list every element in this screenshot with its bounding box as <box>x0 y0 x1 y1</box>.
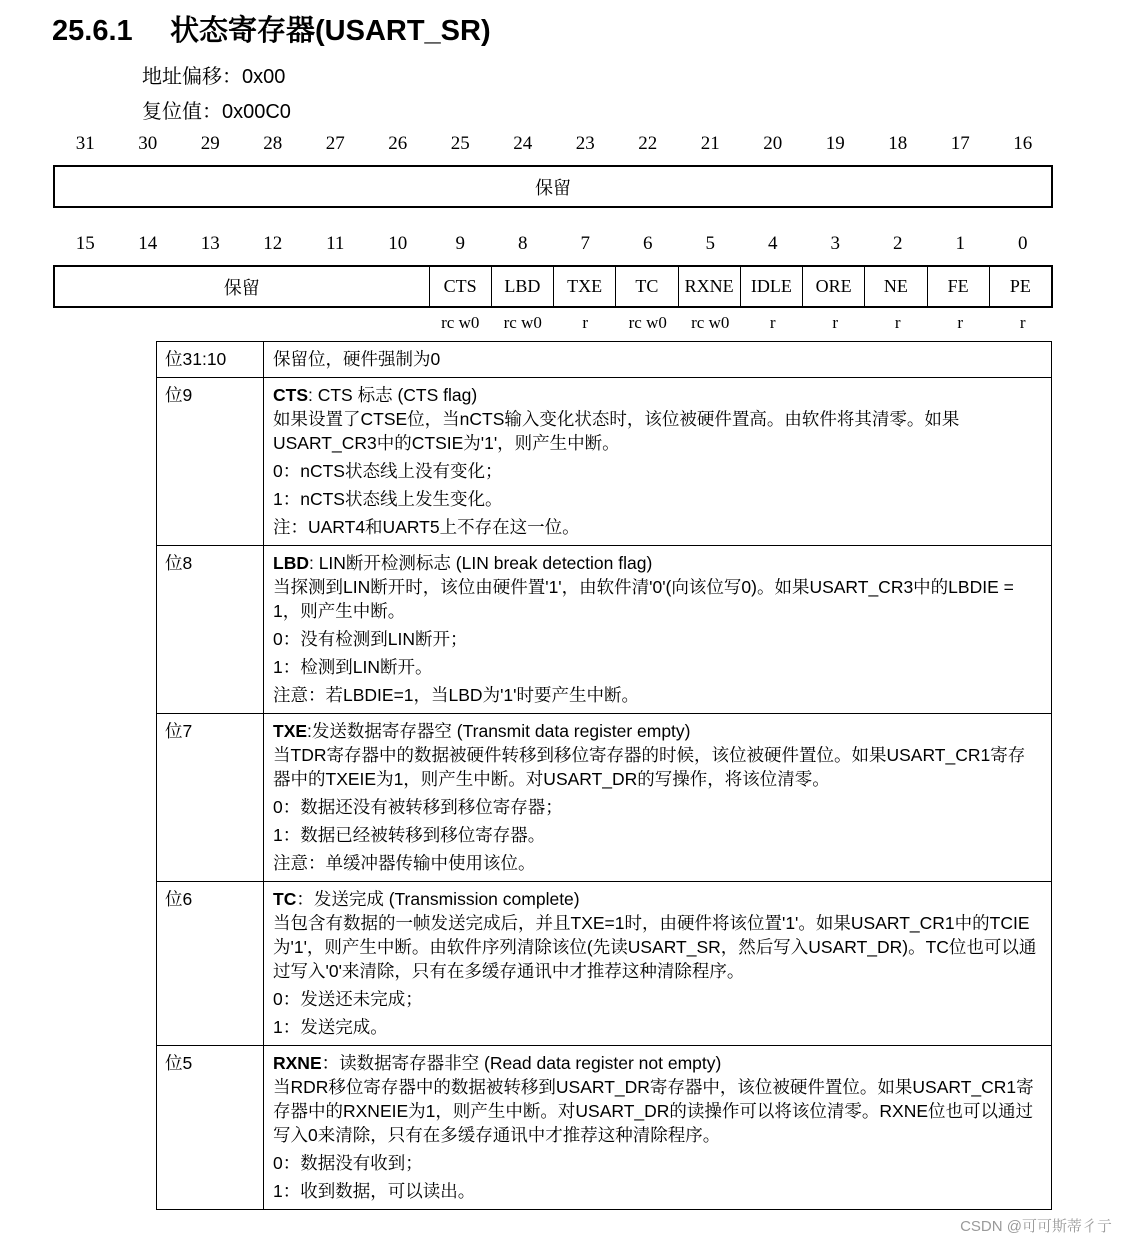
bit-range: 位31:10 <box>157 342 264 378</box>
bit-range: 位9 <box>157 378 264 546</box>
bit-number: 16 <box>1013 133 1033 154</box>
table-row <box>157 714 1052 882</box>
access-tc: rc w0 <box>628 313 667 332</box>
watermark: CSDN @可可斯蒂彳亍 <box>960 1218 1112 1235</box>
bit-number: 22 <box>638 133 658 154</box>
field-pe: PE <box>989 267 1051 306</box>
access-types <box>54 313 1054 333</box>
option-1: 1：nCTS状态线上发生变化。 <box>273 489 503 509</box>
option-0: 0：发送还未完成； <box>273 989 423 1009</box>
field-lbd: LBD <box>491 267 553 306</box>
table-row <box>157 378 1052 546</box>
row-title <box>273 887 1042 911</box>
bit-number: 18 <box>888 133 908 154</box>
table-row <box>157 342 1052 378</box>
table-row <box>157 546 1052 714</box>
bit-number: 6 <box>643 233 653 254</box>
bit-number: 2 <box>893 233 903 254</box>
bit-number: 1 <box>955 233 965 254</box>
access-idle: r <box>769 313 776 332</box>
reset-value: 复位值：0x00C0 <box>142 101 291 123</box>
title-text: : CTS 标志 (CTS flag) <box>308 385 478 405</box>
field-name: LBD <box>273 553 309 573</box>
bit-number: 4 <box>768 233 778 254</box>
field-cts: CTS <box>429 267 491 306</box>
section-title: 状态寄存器(USART_SR) <box>170 15 491 47</box>
bit-range: 位7 <box>157 714 264 882</box>
bit-number: 20 <box>763 133 783 154</box>
bit-number: 15 <box>75 233 95 254</box>
bit-number: 3 <box>830 233 840 254</box>
field-ne: NE <box>864 267 926 306</box>
title-text: :发送数据寄存器空 (Transmit data register empty) <box>307 721 691 741</box>
title-text: ：读数据寄存器非空 (Read data register not empty) <box>321 1053 722 1073</box>
field-idle: IDLE <box>740 267 802 306</box>
bit-number: 11 <box>326 233 345 254</box>
field-ore: ORE <box>802 267 864 306</box>
bit-number: 9 <box>455 233 465 254</box>
bit-range: 位6 <box>157 882 264 1046</box>
access-fe: r <box>957 313 964 332</box>
row-description: 如果设置了CTSE位，当nCTS输入变化状态时，该位被硬件置高。由软件将其清零。如果USART_CR3中的CTSIE为'1'，则产生中断。 <box>273 409 960 453</box>
row-title <box>273 719 1042 743</box>
bit-number: 27 <box>325 133 345 154</box>
row-title <box>273 551 1042 575</box>
field-name: TC <box>273 889 297 909</box>
upper-register-row <box>53 165 1053 208</box>
table-row <box>157 1046 1052 1210</box>
bit-number: 17 <box>950 133 970 154</box>
bit-number: 30 <box>138 133 158 154</box>
bit-number: 21 <box>700 133 720 154</box>
access-txe: r <box>582 313 589 332</box>
field-fe: FE <box>927 267 989 306</box>
bit-range: 位8 <box>157 546 264 714</box>
bit-number: 26 <box>388 133 408 154</box>
option-0: 0：nCTS状态线上没有变化； <box>273 461 503 481</box>
section-heading <box>52 8 491 49</box>
bit-description-table <box>156 341 1052 1210</box>
bit-number: 8 <box>518 233 528 254</box>
row-title <box>273 383 1042 407</box>
address-offset: 地址偏移：0x00 <box>142 66 286 88</box>
field-tc: TC <box>615 267 677 306</box>
bit-number: 13 <box>200 233 220 254</box>
title-text: ：发送完成 (Transmission complete) <box>296 889 580 909</box>
row-description: 当包含有数据的一帧发送完成后，并且TXE=1时，由硬件将该位置'1'。如果USART_CR1中的TCIE为'1'，则产生中断。由软件序列清除该位(先读USART_SR，然后写入USART_DR)。TC位也可以通过写入'0'来清除，只有在多缓存通讯中才推荐这种清除程序。 <box>273 913 1037 981</box>
bit-number: 12 <box>263 233 283 254</box>
bit-number: 28 <box>263 133 283 154</box>
upper-bit-numbers <box>54 133 1054 155</box>
bit-number: 0 <box>1018 233 1028 254</box>
row-title <box>273 1051 1042 1075</box>
row-note: 注意：单缓冲器传输中使用该位。 <box>273 853 536 873</box>
field-name: RXNE <box>273 1053 322 1073</box>
row-note: 注：UART4和UART5上不存在这一位。 <box>273 517 580 537</box>
row-note: 注意：若LBDIE=1，当LBD为'1'时要产生中断。 <box>273 685 639 705</box>
bit-range: 位5 <box>157 1046 264 1210</box>
bit-number: 31 <box>75 133 95 154</box>
bit-number: 24 <box>513 133 533 154</box>
access-ore: r <box>832 313 839 332</box>
access-ne: r <box>894 313 901 332</box>
field-name: CTS <box>273 385 308 405</box>
lower-bit-numbers <box>54 233 1054 255</box>
option-1: 1：收到数据，可以读出。 <box>273 1181 476 1201</box>
option-1: 1：数据已经被转移到移位寄存器。 <box>273 825 546 845</box>
option-0: 0：数据还没有被转移到移位寄存器； <box>273 797 563 817</box>
bit-number: 14 <box>138 233 158 254</box>
access-rxne: rc w0 <box>691 313 730 332</box>
bit-number: 23 <box>575 133 595 154</box>
table-row <box>157 882 1052 1046</box>
row-text: 保留位，硬件强制为0 <box>264 342 1052 378</box>
access-pe: r <box>1019 313 1026 332</box>
row-description: 当探测到LIN断开时，该位由硬件置'1'，由软件清'0'(向该位写0)。如果USART_CR3中的LBDIE = 1，则产生中断。 <box>273 577 1014 621</box>
access-lbd: rc w0 <box>503 313 542 332</box>
bit-number: 10 <box>388 233 408 254</box>
row-description: 当RDR移位寄存器中的数据被转移到USART_DR寄存器中，该位被硬件置位。如果USART_CR1寄存器中的RXNEIE为1，则产生中断。对USART_DR的读操作可以将该位清零。RXNE位也可以通过写入0来清除，只有在多缓存通讯中才推荐这种清除程序。 <box>273 1077 1034 1145</box>
bit-number: 29 <box>200 133 220 154</box>
option-1: 1：发送完成。 <box>273 1017 388 1037</box>
option-1: 1：检测到LIN断开。 <box>273 657 433 677</box>
section-number: 25.6.1 <box>52 15 133 47</box>
title-text: : LIN断开检测标志 (LIN break detection flag) <box>308 553 653 573</box>
row-description: 当TDR寄存器中的数据被硬件转移到移位寄存器的时候，该位被硬件置位。如果USART_CR1寄存器中的TXEIE为1，则产生中断。对USART_DR的写操作，将该位清零。 <box>273 745 1026 789</box>
field-rxne: RXNE <box>678 267 740 306</box>
bit-number: 7 <box>580 233 590 254</box>
access-cts: rc w0 <box>441 313 480 332</box>
bit-number: 25 <box>450 133 470 154</box>
option-0: 0：数据没有收到； <box>273 1153 423 1173</box>
lower-reserved-cell: 保留 <box>223 277 260 298</box>
field-txe: TXE <box>553 267 615 306</box>
lower-register-row <box>53 265 1053 308</box>
upper-reserved-cell: 保留 <box>535 177 571 198</box>
bit-number: 5 <box>705 233 715 254</box>
bit-number: 19 <box>825 133 845 154</box>
field-name: TXE <box>273 721 308 741</box>
option-0: 0：没有检测到LIN断开； <box>273 629 468 649</box>
